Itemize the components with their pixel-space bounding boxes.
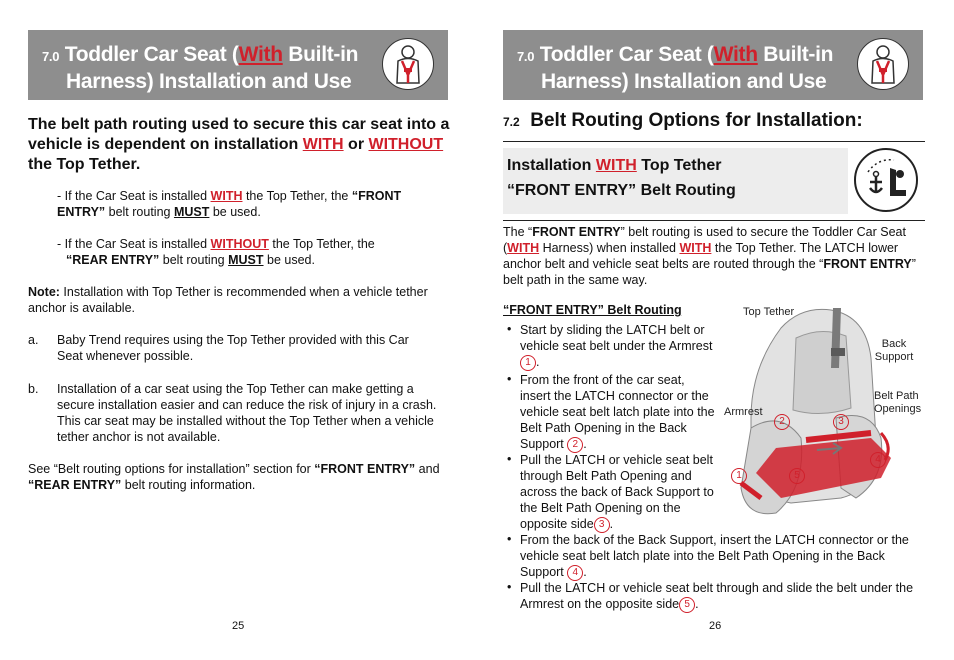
harness-seat-icon [857,38,909,90]
step-2-marker: 2 [774,414,790,430]
list-item: Pull the LATCH or vehicle seat belt through and slide the belt under the Armrest on the opposite side 5 . [520,581,914,611]
list-item: - If the Car Seat is installed WITHOUT the Top Tether, the “REAR ENTRY” belt routing MUST be used. [57,237,375,267]
note: Note: Installation with Top Tether is recommended when a vehicle tether anchor is available. [28,285,428,315]
divider [503,141,925,142]
label-top-tether: Top Tether [743,306,795,318]
list-item: Start by sliding the LATCH belt or vehicle seat belt under the Armrest1 . [520,323,713,369]
sub-heading: “FRONT ENTRY” Belt Routing [503,303,682,317]
list-marker: b. [28,382,39,396]
installation-option-box: Installation WITH Top Tether “FRONT ENTRY” Belt Routing [503,148,848,214]
divider [503,220,925,221]
right-page: 7.0 Toddler Car Seat (With Built-in Harness) Installation and Use 7.2 Belt Routing Options for Installation: Installation WITH Top Tether “FRONT ENTRY” Belt Routing The “FRONT ENTRY” belt routing is used to secure the Toddler Car Seat (WITH Harness) when installed WITH the Top Tether. The LATCH lower anchor belt and vehicle seat belts are routed through the “FRONT ENTRY” belt path in the same way. “FRONT ENTRY” Belt Routing • Start by sliding the LATCH belt or vehicle seat belt under the Armrest1 . • From the front of the car seat, insert the LATCH connector or the vehicle seat belt latch plate into the Belt Path Opening in the Back Support 2 . • Pull the LATCH or vehicle seat belt through Belt Path Opening and across the back of Back Support to the Belt Path Opening on the opposite side 3 . • From the back of the Back Support, insert the LATCH connector or the vehicle seat belt latch plate into the Belt Path Opening in the Back Support 4 . • Pull the LATCH or vehicle seat belt through and slide the belt under the Armrest on the opposite side 5 . Top Tether Back Support Belt Path Openings Armrest 1 2 3 4 5 26 [503,0,925,660]
section-heading: 7.2 Belt Routing Options for Installation: [503,110,863,131]
step-4-marker: 4 [870,452,886,468]
label-armrest: Armrest [724,406,763,418]
list-item: From the back of the Back Support, insert the LATCH connector or the vehicle seat belt latch plate into the Belt Path Opening in the Back Support 4 . [520,533,909,579]
paragraph: Installation of a car seat using the Top Tether can make getting a secure installation easier and can reduce the risk of injury in a crash. This car seat may be installed without the Top Tether when a vehicle tether anchor is not available. [57,382,437,444]
section-banner [503,30,923,100]
left-page [28,0,450,660]
list-item: Pull the LATCH or vehicle seat belt through Belt Path Opening and across the back of Back Support to the Belt Path Opening on the opposite side 3 . [520,453,714,531]
label-belt-path-openings: Belt Path Openings [874,390,922,415]
banner-title: 7.0 Toddler Car Seat (With Built-in Harness) Installation and Use [42,43,359,93]
step-1-marker: 1 [731,468,747,484]
banner-title: 7.0 Toddler Car Seat (With Built-in Harness) Installation and Use [517,43,834,93]
page-number: 26 [709,620,722,632]
paragraph: The “FRONT ENTRY” belt routing is used to secure the Toddler Car Seat (WITH Harness) when installed WITH the Top Tether. The LATCH lower anchor belt and vehicle seat belts are routed through the “FRONT ENTRY” belt path in the same way. [503,225,916,287]
list-item: From the front of the car seat, insert the LATCH connector or the vehicle seat belt latch plate into the Belt Path Opening in the Back Support 2 . [520,373,715,451]
step-5-marker: 5 [789,468,805,484]
page-number: 25 [232,620,245,632]
intro-heading: The belt path routing used to secure this car seat into a vehicle is dependent on installation WITH or WITHOUT the Top Tether. [28,116,450,173]
step-3-marker: 3 [833,414,849,430]
label-back-support: Back Support [874,338,914,363]
top-tether-seat-icon [854,148,918,212]
list-item: - If the Car Seat is installed WITH the Top Tether, the “FRONT ENTRY” belt routing MUST be used. [57,189,402,219]
list-marker: a. [28,333,39,347]
paragraph: See “Belt routing options for installation” section for “FRONT ENTRY” and “REAR ENTRY” belt routing information. [28,462,440,492]
harness-seat-icon [382,38,434,90]
section-banner [28,30,448,100]
paragraph: Baby Trend requires using the Top Tether provided with this Car Seat whenever possible. [57,333,409,363]
